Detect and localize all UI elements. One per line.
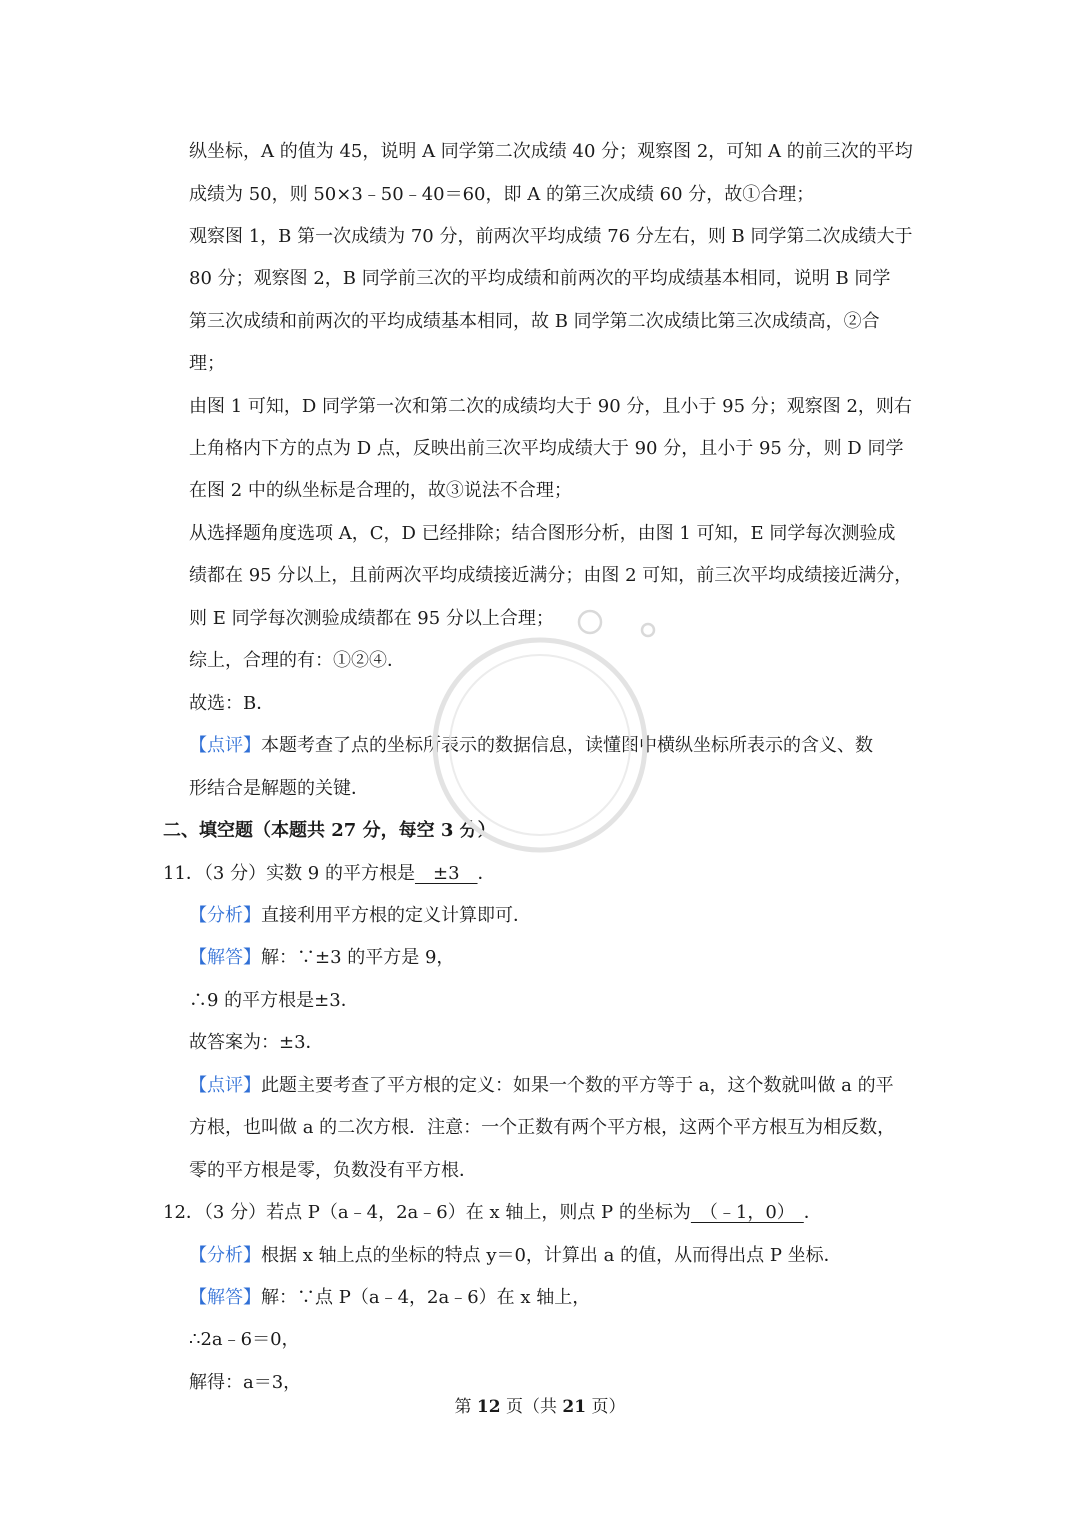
body-line: 绩都在 95 分以上，且前两次平均成绩接近满分；由图 2 可知，前三次平均成绩接近满分， [189, 565, 913, 586]
comment-text: 本题考查了点的坐标所表示的数据信息，读懂图中横纵坐标所表示的含义、数 [261, 735, 873, 756]
page-total: 21 [562, 1397, 587, 1417]
comment-tag: 【点评】 [189, 735, 261, 756]
question-end: ． [803, 1202, 822, 1223]
body-line: 理； [189, 353, 225, 374]
body-line: 纵坐标，A 的值为 45，说明 A 同学第二次成绩 40 分；观察图 2，可知 A 的前三次的平均 [189, 141, 913, 162]
solution-line: ∴9 的平方根是±3． [189, 990, 359, 1011]
body-line: 上角格内下方的点为 D 点，反映出前三次平均成绩大于 90 分，且小于 95 分，则 D 同学 [189, 438, 904, 459]
solution-line [189, 944, 929, 972]
body-line: 综上，合理的有：①②④． [189, 650, 405, 671]
page-footer [0, 1394, 1080, 1420]
analysis-tag: 【分析】 [189, 905, 261, 926]
comment-text: 此题主要考查了平方根的定义：如果一个数的平方等于 a，这个数就叫做 a 的平 [261, 1075, 894, 1096]
body-line: 则 E 同学每次测验成绩都在 95 分以上合理； [189, 608, 554, 629]
footer-post: 页） [586, 1397, 626, 1417]
question-end: ． [477, 863, 496, 884]
answer-blank: ±3 [414, 863, 478, 884]
question-stem: 11．（3 分）实数 9 的平方根是 [163, 863, 415, 884]
solution-line [189, 1284, 929, 1312]
solution-tag: 【解答】 [189, 1287, 261, 1308]
section-title: 二、填空题（本题共 27 分，每空 3 分） [163, 820, 496, 841]
solution-line: ∴2a﹣6＝0， [189, 1329, 300, 1350]
analysis-line [189, 902, 929, 930]
comment-line: 形结合是解题的关键． [189, 778, 369, 799]
question-12 [163, 1199, 903, 1227]
solution-line: 解得：a＝3， [189, 1372, 302, 1393]
body-line: 80 分；观察图 2，B 同学前三次的平均成绩和前两次的平均成绩基本相同，说明 B 同学 [189, 268, 891, 289]
body-line: 在图 2 中的纵坐标是合理的，故③说法不合理； [189, 480, 572, 501]
page-number: 12 [476, 1397, 501, 1417]
analysis-tag: 【分析】 [189, 1245, 261, 1266]
comment-line [189, 1072, 929, 1100]
body-line: 故选：B． [189, 693, 275, 714]
comment-line: 零的平方根是零，负数没有平方根． [189, 1160, 477, 1181]
solution-tag: 【解答】 [189, 947, 261, 968]
comment-line: 方根，也叫做 a 的二次方根．注意：一个正数有两个平方根，这两个平方根互为相反数， [189, 1117, 896, 1138]
body-line: 由图 1 可知，D 同学第一次和第二次的成绩均大于 90 分，且小于 95 分；观察图 2，则右 [189, 396, 912, 417]
comment-tag: 【点评】 [189, 1075, 261, 1096]
comment-line [189, 732, 929, 760]
analysis-text: 直接利用平方根的定义计算即可． [261, 905, 531, 926]
analysis-text: 根据 x 轴上点的坐标的特点 y＝0，计算出 a 的值，从而得出点 P 坐标． [261, 1245, 842, 1266]
solution-line: 故答案为：±3． [189, 1032, 324, 1053]
solution-text: 解：∵±3 的平方是 9， [261, 947, 455, 968]
solution-text: 解：∵点 P（a﹣4，2a﹣6）在 x 轴上， [261, 1287, 591, 1308]
analysis-line [189, 1242, 929, 1270]
footer-pre: 第 [454, 1397, 477, 1417]
question-11 [163, 860, 903, 888]
body-line: 第三次成绩和前两次的平均成绩基本相同，故 B 同学第二次成绩比第三次成绩高，②合 [189, 311, 880, 332]
answer-blank: （﹣1，0） [690, 1202, 804, 1223]
question-stem: 12．（3 分）若点 P（a﹣4，2a﹣6）在 x 轴上，则点 P 的坐标为 [163, 1202, 691, 1223]
footer-mid: 页（共 [500, 1397, 563, 1417]
body-line: 成绩为 50，则 50×3﹣50﹣40＝60，即 A 的第三次成绩 60 分，故①合理； [189, 184, 815, 205]
body-line: 观察图 1，B 第一次成绩为 70 分，前两次平均成绩 76 分左右，则 B 同学第二次成绩大于 [189, 226, 913, 247]
body-line: 从选择题角度选项 A，C，D 已经排除；结合图形分析，由图 1 可知，E 同学每次测验成 [189, 523, 896, 544]
